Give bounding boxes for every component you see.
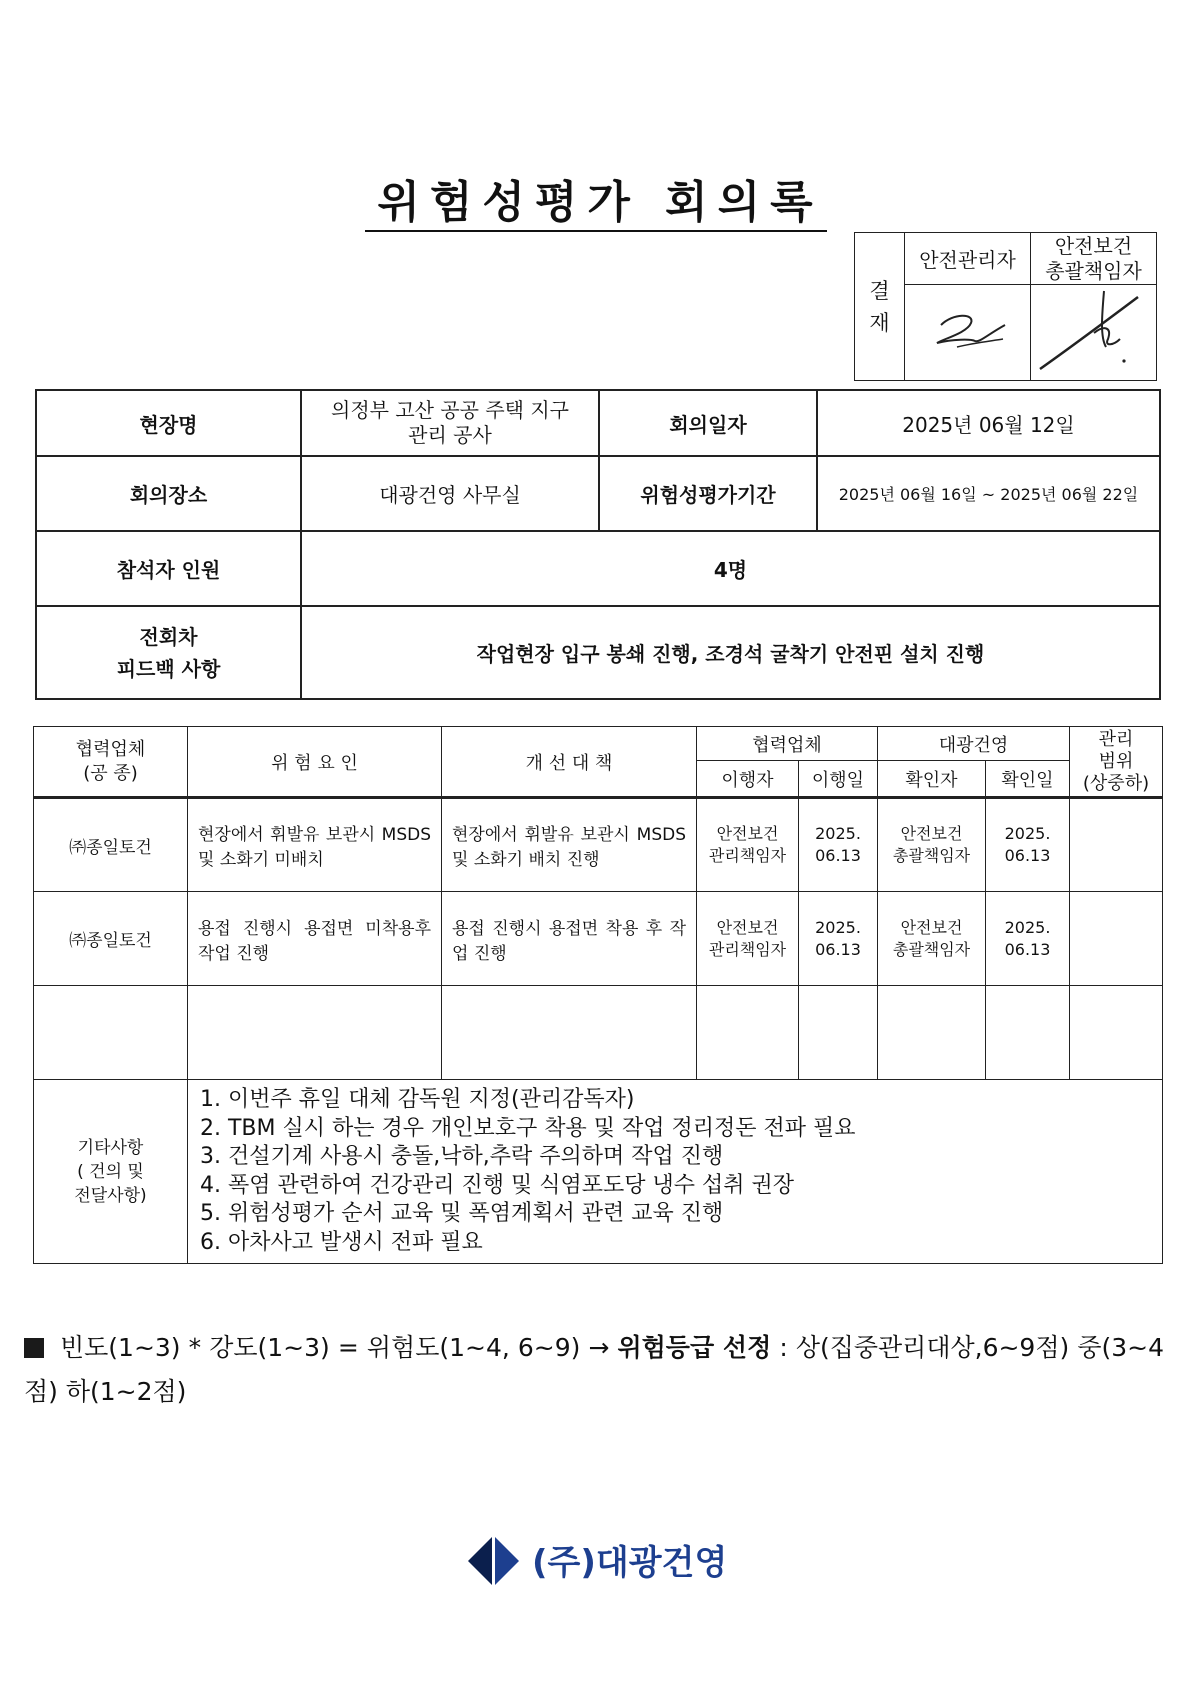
row-hazard: 용접 진행시 용접면 미착용후 작업 진행 [188,892,442,986]
row-check-date: 2025. 06.13 [986,798,1070,892]
table-row-empty [34,986,1163,1080]
risk-assessment-table [33,726,1163,1264]
company-logo-icon [468,1534,526,1588]
row-hazard: 현장에서 휘발유 보관시 MSDS 및 소화기 미배치 [188,798,442,892]
assessment-period-label: 위험성평가기간 [599,456,817,531]
header-performer: 이행자 [697,761,799,798]
attendees-label: 참석자 인원 [36,531,301,606]
approval-box [854,232,1157,381]
meeting-date-value: 2025년 06월 12일 [817,390,1160,456]
list-item: 2. TBM 실시 하는 경우 개인보호구 착용 및 작업 정리정돈 전파 필요 [200,1115,856,1141]
row-check-date: 2025. 06.13 [986,892,1070,986]
row-contractor: ㈜종일토건 [34,798,188,892]
signature-safety-manager [905,285,1031,381]
approval-col-general-manager: 안전보건 총괄책임자 [1031,233,1157,285]
row-performer: 안전보건 관리책임자 [697,798,799,892]
company-name: (주)대광건영 [532,1543,728,1583]
table-row [34,798,1163,892]
notes-label: 기타사항 ( 건의 및 전달사항) [34,1080,188,1264]
header-hazard: 위 험 요 인 [188,727,442,798]
list-item: 1. 이번주 휴일 대체 감독원 지정(관리감독자) [200,1087,635,1112]
meeting-date-label: 회의일자 [599,390,817,456]
row-measure: 용접 진행시 용접면 착용 후 작업 진행 [442,892,697,986]
meeting-place-value: 대광건영 사무실 [301,456,599,531]
formula-bold: 위험등급 선정 [617,1333,772,1362]
signature-icon [1034,285,1154,375]
list-item: 4. 폭염 관련하여 건강관리 진행 및 식염포도당 냉수 섭취 권장 [200,1172,794,1198]
row-perform-date: 2025. 06.13 [799,892,878,986]
approval-col-safety-manager: 안전관리자 [905,233,1031,285]
site-label: 현장명 [36,390,301,456]
row-level [1070,892,1163,986]
attendees-value: 4명 [301,531,1160,606]
row-measure: 현장에서 휘발유 보관시 MSDS 및 소화기 배치 진행 [442,798,697,892]
row-perform-date: 2025. 06.13 [799,798,878,892]
header-partner-group: 협력업체 [697,727,878,761]
header-measure: 개 선 대 책 [442,727,697,798]
feedback-label: 전회차 피드백 사항 [36,606,301,699]
header-checker: 확인자 [878,761,986,798]
row-contractor: ㈜종일토건 [34,892,188,986]
row-performer: 안전보건 관리책임자 [697,892,799,986]
signature-icon [913,295,1023,365]
risk-formula [24,1326,1164,1414]
header-perform-date: 이행일 [799,761,878,798]
feedback-value: 작업현장 입구 봉쇄 진행, 조경석 굴착기 안전핀 설치 진행 [301,606,1160,699]
row-checker: 안전보건 총괄책임자 [878,798,986,892]
list-item: 3. 건설기계 사용시 충돌,낙하,추락 주의하며 작업 진행 [200,1144,724,1169]
approval-side-label: 결 재 [855,233,905,381]
header-company-group: 대광건영 [878,727,1070,761]
formula-part1: 빈도(1~3) * 강도(1~3) = 위험도(1~4, 6~9) → [60,1333,610,1362]
document-title: 위험성평가 회의록 [0,166,1192,230]
header-contractor: 협력업체 (공 종) [34,727,188,798]
assessment-period-value: 2025년 06월 16일 ~ 2025년 06월 22일 [817,456,1160,531]
meeting-place-label: 회의장소 [36,456,301,531]
signature-general-manager [1031,285,1157,381]
table-row [34,892,1163,986]
row-level [1070,798,1163,892]
header-check-date: 확인일 [986,761,1070,798]
site-value: 의정부 고산 공공 주택 지구 관리 공사 [301,390,599,456]
notes-list [188,1080,1163,1264]
list-item: 5. 위험성평가 순서 교육 및 폭염계획서 관련 교육 진행 [200,1201,724,1226]
list-item: 6. 아차사고 발생시 전파 필요 [200,1229,483,1255]
formula-part2: : 상(집중관리대상,6~9점) 중(3~4점) 하(1~2점) [24,1333,1164,1406]
square-bullet-icon [24,1338,44,1358]
row-checker: 안전보건 총괄책임자 [878,892,986,986]
meeting-info-table [35,389,1161,700]
header-management-level: 관리 범위 (상중하) [1070,727,1163,798]
